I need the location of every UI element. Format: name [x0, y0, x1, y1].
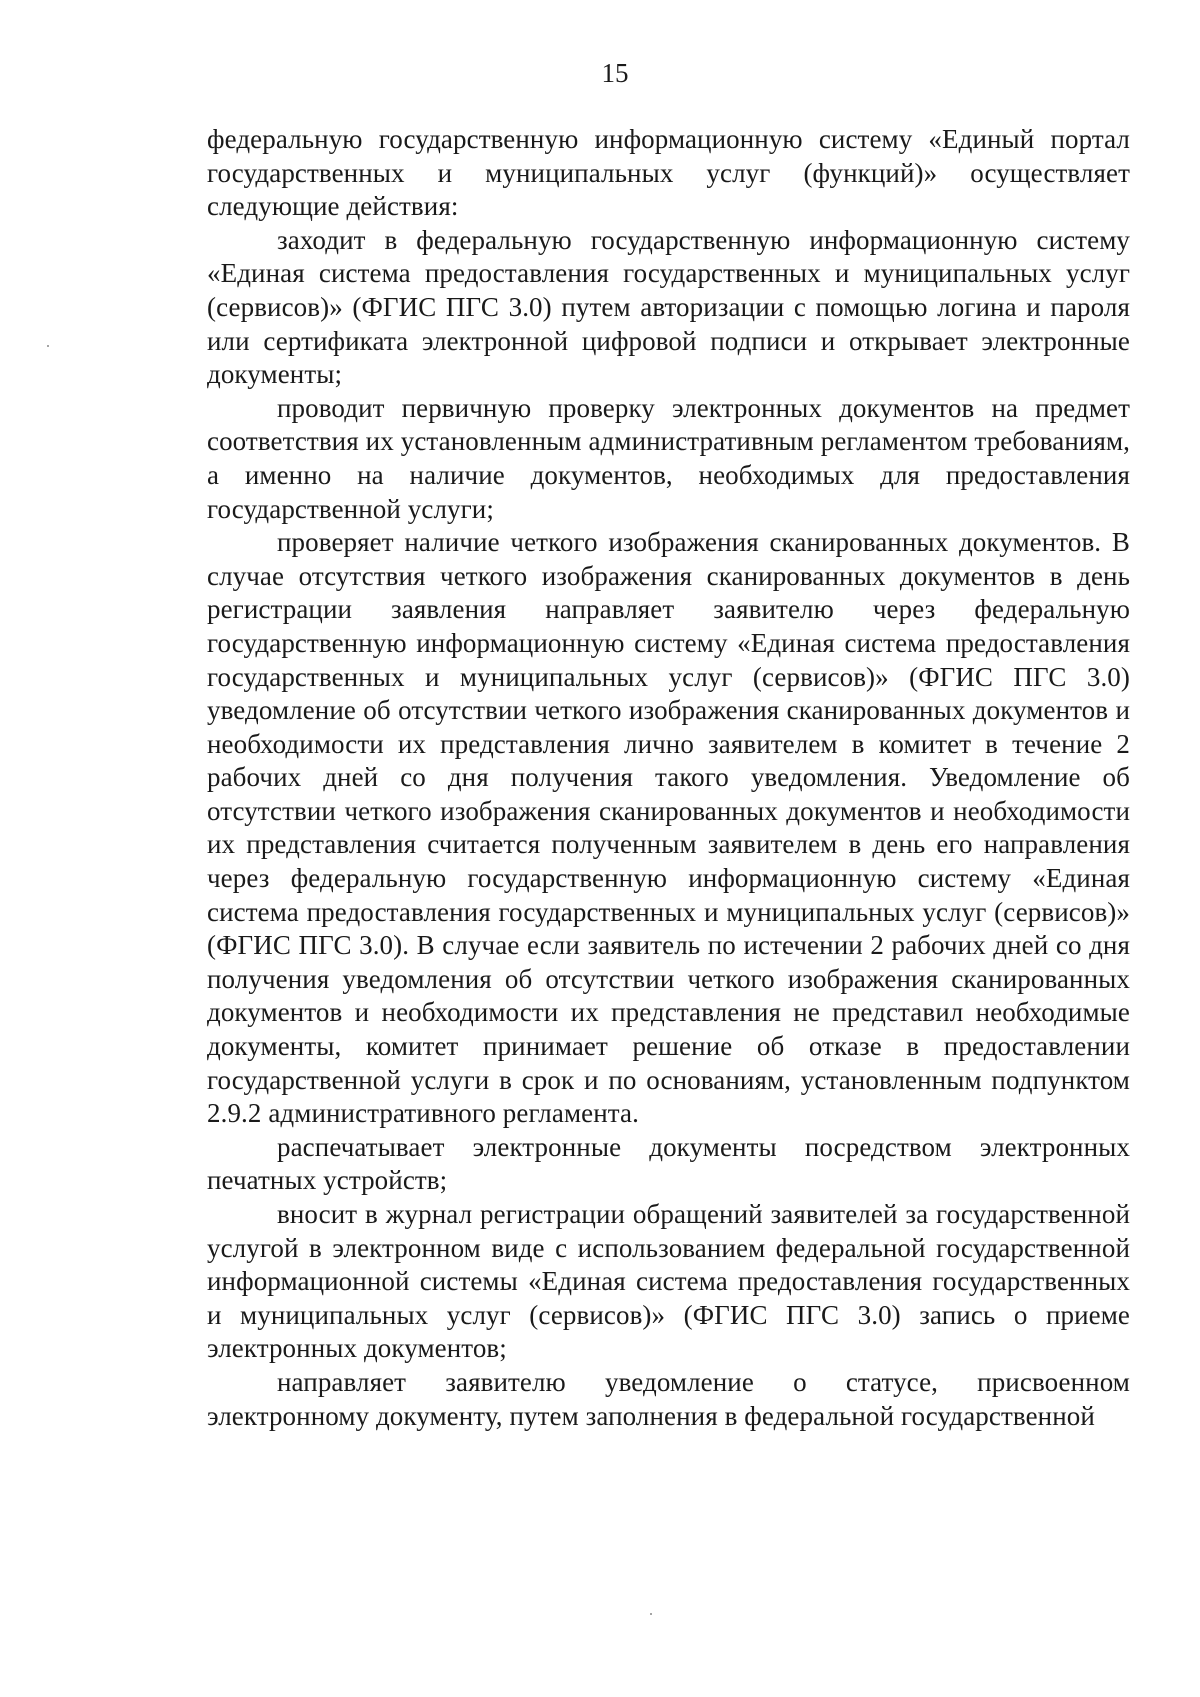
paragraph-primary-check: проводит первичную проверку электронных документов на предмет соответствия их установленным административным регламентом требованиям, а именно на наличие документов, необходимых для предоставления государственной услуги;	[207, 392, 1130, 524]
scan-speck	[47, 345, 49, 347]
paragraph-print-step: распечатывает электронные документы посредством электронных печатных устройств;	[207, 1131, 1130, 1196]
paragraph-continuation: федеральную государственную информационную систему «Единый портал государственных и муниципальных услуг (функций)» осуществляет следующие действия:	[207, 124, 1130, 222]
paragraph-login-step: заходит в федеральную государственную информационную систему «Единая система предоставления государственных и муниципальных услуг (сервисов)» (ФГИС ПГС 3.0) путем авторизации с помощью логина и пароля или сертификата электронной цифровой подписи и открывает электронные документы;	[207, 224, 1130, 390]
scan-speck	[650, 1613, 652, 1615]
paragraph-journal-entry: вносит в журнал регистрации обращений заявителей за государственной услугой в электронном виде с использованием федеральной государственной информационной системы «Единая система предоставления государственных и муниципальных услуг (сервисов)» (ФГИС ПГС 3.0) запись о приеме электронных документов;	[207, 1199, 1130, 1364]
page-number: 15	[601, 58, 629, 88]
paragraph-scan-check: проверяет наличие четкого изображения сканированных документов. В случае отсутствия четкого изображения сканированных документов в день регистрации заявления направляет заявителю через федеральную государственную информационную систему «Единая система предоставления государственных и муниципальных услуг (сервисов)» (ФГИС ПГС 3.0) уведомление об отсутствии четкого изображения сканированных документов и необходимости их представления лично заявителем в комитет в течение 2 рабочих дней со дня получения такого уведомления. Уведомление об отсутствии четкого изображения сканированных документов и необходимости их представления считается полученным заявителем в день его направления через федеральную государственную информационную систему «Единая система предоставления государственных и муниципальных услуг (сервисов)» (ФГИС ПГС 3.0). В случае если заявитель по истечении 2 рабочих дней со дня получения уведомления об отсутствии четкого изображения сканированных документов и необходимости их представления не представил необходимые документы, комитет принимает решение об отказе в предоставлении государственной услуги в срок и по основаниям, установленным подпунктом 2.9.2 административного регламента.	[207, 527, 1130, 1129]
document-body	[207, 123, 1130, 1433]
paragraph-status-notice: направляет заявителю уведомление о статусе, присвоенном электронному документу, путем заполнения в федеральной государственной	[207, 1366, 1130, 1431]
